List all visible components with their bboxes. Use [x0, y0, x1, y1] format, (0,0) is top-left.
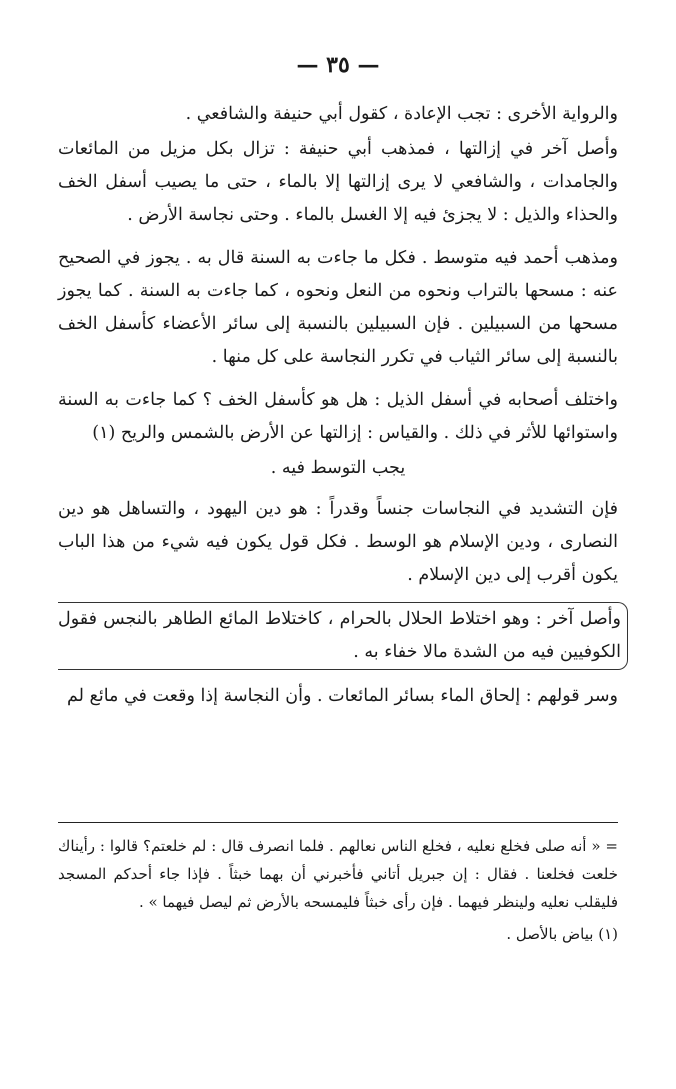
- paragraph-6: فإن التشديد في النجاسات جنساً وقدراً : هو دين اليهود ، والتساهل هو دين النصارى ، ودين الإسلام هو الوسط . فكل قول يكون فيه شيء من هذا الباب يكون أقرب إلى دين الإسلام .: [58, 499, 618, 585]
- footnote-divider: [58, 822, 618, 823]
- paragraph-3: ومذهب أحمد فيه متوسط . فكل ما جاءت به السنة قال به . يجوز في الصحيح عنه : مسحها بالتراب ونحوه من النعل ونحوه ، كما جاءت به السنة . كما يجوز مسحها من السبيلين . فإن السبيلين بالنسبة إلى سائر الأعضاء كأسفل الخف بالنسبة إلى سائر الثياب في تكرر النجاسة على كل منها .: [58, 248, 618, 367]
- paragraph-1: والرواية الأخرى : تجب الإعادة ، كقول أبي حنيفة والشافعي .: [185, 104, 618, 124]
- paragraph-4: واختلف أصحابه في أسفل الذيل : هل هو كأسفل الخف ؟ كما جاءت به السنة واستوائها للأثر في ذلك . والقياس : إزالتها عن الأرض بالشمس والريح (١): [58, 390, 618, 443]
- main-text: [58, 98, 621, 723]
- paragraph-5: يجب التوسط فيه .: [270, 458, 406, 478]
- paragraph-8: وسر قولهم : إلحاق الماء بسائر المائعات . وأن النجاسة إذا وقعت في مائع لم: [66, 686, 618, 706]
- footnotes: [58, 832, 618, 948]
- footnote-1: (١) بياض بالأصل .: [506, 925, 618, 943]
- page-number: — ٣٥ —: [296, 52, 380, 78]
- paragraph-7-bracketed: وأصل آخر : وهو اختلاط الحلال بالحرام ، كاختلاط المائع الطاهر بالنجس فقول الكوفيين فيه من الشدة مالا خفاء به .: [58, 602, 628, 670]
- footnote-continued: = « أنه صلى فخلع نعليه ، فخلع الناس نعالهم . فلما انصرف قال : لم خلعتم؟ قالوا : رأيناك خلعت فخلعنا . فقال : إن جبريل أتاني فأخبرني أن بهما خبثاً . فإذا جاء أحدكم المسجد فليقلب نعليه ولينظر فيهما . فإن رأى خبثاً فليمسحه بالأرض ثم ليصل فيهما » .: [58, 837, 618, 911]
- paragraph-2: وأصل آخر في إزالتها ، فمذهب أبي حنيفة : تزال بكل مزيل من المائعات والجامدات ، والشافعي لا يرى إزالتها إلا بالماء ، حتى ما يصيب أسفل الخف والحذاء والذيل : لا يجزئ فيه إلا الغسل بالماء . وحتى نجاسة الأرض .: [58, 139, 618, 225]
